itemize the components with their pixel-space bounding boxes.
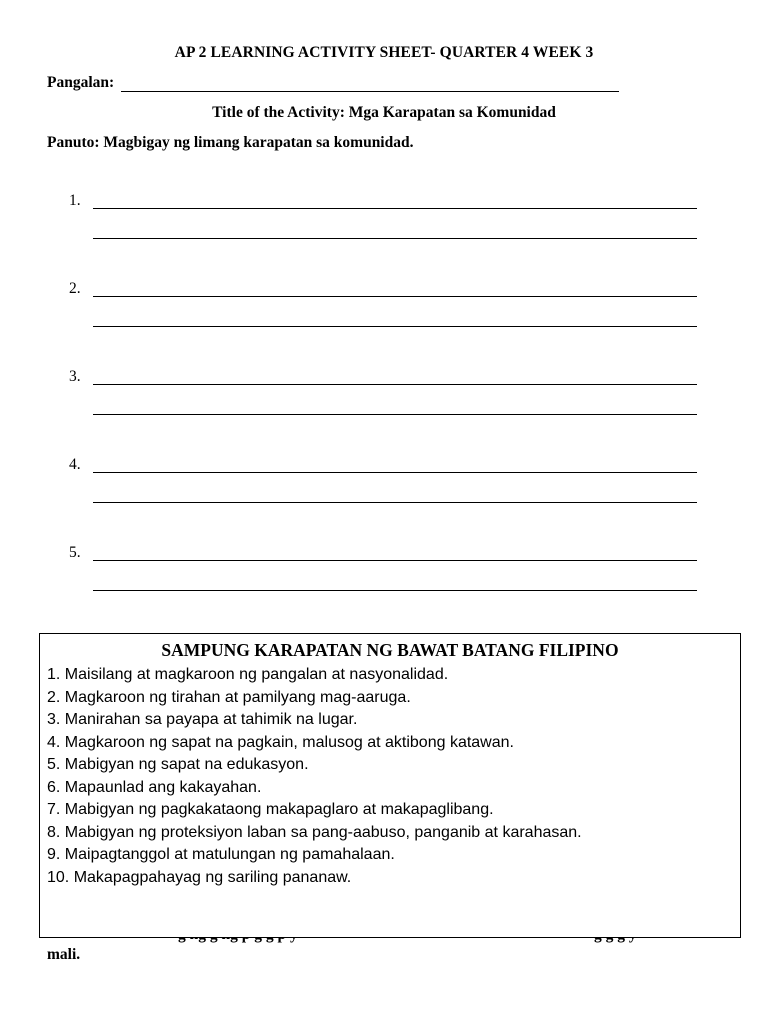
name-field-line[interactable] bbox=[121, 91, 619, 92]
answer-number-4: 4. bbox=[69, 456, 81, 473]
answer-line-4a[interactable] bbox=[93, 472, 697, 473]
rights-list-item: 6. Mapaunlad ang kakayahan. bbox=[47, 778, 262, 796]
answer-number-3: 3. bbox=[69, 368, 81, 385]
activity-title: Title of the Activity: Mga Karapatan sa Komunidad bbox=[212, 104, 556, 121]
overflow-text: mali. bbox=[47, 946, 81, 963]
answer-number-2: 2. bbox=[69, 280, 81, 297]
rights-list-item: 1. Maisilang at magkaroon ng pangalan at nasyonalidad. bbox=[47, 666, 449, 683]
rights-list-item: 4. Magkaroon ng sapat na pagkain, malusog at aktibong katawan. bbox=[47, 733, 514, 751]
rights-list-item: 3. Manirahan sa payapa at tahimik na lugar. bbox=[47, 711, 358, 728]
answer-line-2a[interactable] bbox=[93, 296, 697, 297]
answer-line-5a[interactable] bbox=[93, 560, 697, 561]
rights-list-item: 10. Makapagpahayag ng sariling pananaw. bbox=[47, 868, 352, 886]
answer-line-1b[interactable] bbox=[93, 238, 697, 239]
rights-list-item: 8. Mabigyan ng proteksiyon laban sa pang-aabuso, panganib at karahasan. bbox=[47, 823, 582, 841]
rights-list bbox=[47, 664, 582, 889]
answer-line-2b[interactable] bbox=[93, 326, 697, 327]
name-label: Pangalan: bbox=[47, 74, 115, 91]
rights-list-item: 5. Mabigyan ng sapat na edukasyon. bbox=[47, 756, 309, 773]
answer-line-1a[interactable] bbox=[93, 208, 697, 209]
sheet-title: AP 2 LEARNING ACTIVITY SHEET- QUARTER 4 WEEK 3 bbox=[174, 44, 594, 61]
answer-line-4b[interactable] bbox=[93, 502, 697, 503]
rights-list-item: 7. Mabigyan ng pagkakataong makapaglaro at makapaglibang. bbox=[47, 801, 494, 818]
rights-list-item: 9. Maipagtanggol at matulungan ng pamahalaan. bbox=[47, 846, 395, 863]
answer-number-1: 1. bbox=[69, 192, 81, 209]
rights-box bbox=[39, 633, 741, 938]
answer-line-5b[interactable] bbox=[93, 590, 697, 591]
answer-line-3b[interactable] bbox=[93, 414, 697, 415]
rights-box-title: SAMPUNG KARAPATAN NG BAWAT BATANG FILIPINO bbox=[161, 640, 619, 660]
answer-number-5: 5. bbox=[69, 544, 81, 561]
rights-list-item: 2. Magkaroon ng tirahan at pamilyang mag-aaruga. bbox=[47, 688, 411, 706]
instruction-text: Panuto: Magbigay ng limang karapatan sa komunidad. bbox=[47, 134, 414, 151]
answer-line-3a[interactable] bbox=[93, 384, 697, 385]
